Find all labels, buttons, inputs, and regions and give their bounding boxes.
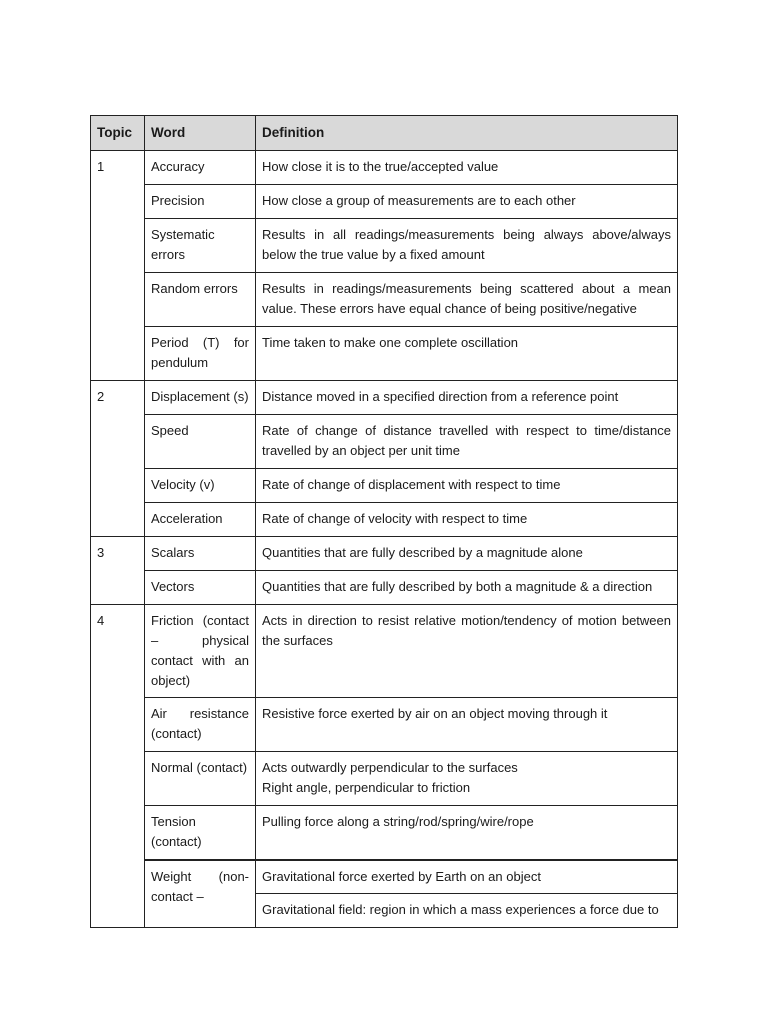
definition-cell: Rate of change of displacement with respect to time <box>256 469 678 503</box>
word-cell: Tension (contact) <box>145 806 256 860</box>
table-row <box>91 698 678 752</box>
definition-cell: Rate of change of velocity with respect to time <box>256 503 678 537</box>
word-cell: Accuracy <box>145 151 256 185</box>
definition-cell: How close it is to the true/accepted value <box>256 151 678 185</box>
topic-cell: 4 <box>91 605 145 928</box>
definition-cell: Resistive force exerted by air on an object moving through it <box>256 698 678 752</box>
topic-cell: 1 <box>91 151 145 381</box>
table-header-row <box>91 116 678 151</box>
definition-cell: Pulling force along a string/rod/spring/wire/rope <box>256 806 678 860</box>
table-row <box>91 806 678 860</box>
word-cell: Displacement (s) <box>145 381 256 415</box>
table-row <box>91 273 678 327</box>
table-row <box>91 151 678 185</box>
table-row <box>91 469 678 503</box>
definition-cell: Acts in direction to resist relative motion/tendency of motion between the surfaces <box>256 605 678 698</box>
definition-line: Acts outwardly perpendicular to the surfaces <box>262 760 518 775</box>
topic-cell: 3 <box>91 537 145 605</box>
word-cell: Precision <box>145 185 256 219</box>
word-cell: Air resistance (contact) <box>145 698 256 752</box>
definition-cell: How close a group of measurements are to each other <box>256 185 678 219</box>
word-cell: Speed <box>145 415 256 469</box>
definition-cell: Time taken to make one complete oscillation <box>256 327 678 381</box>
table-row <box>91 752 678 806</box>
definition-line: Right angle, perpendicular to friction <box>262 780 471 795</box>
definition-cell: Distance moved in a specified direction from a reference point <box>256 381 678 415</box>
word-cell: Friction (contact – physical contact with an object) <box>145 605 256 698</box>
definition-cell: Rate of change of distance travelled with respect to time/distance travelled by an object per unit time <box>256 415 678 469</box>
word-cell: Velocity (v) <box>145 469 256 503</box>
word-cell: Systematic errors <box>145 219 256 273</box>
header-definition: Definition <box>256 116 678 151</box>
glossary-table <box>90 115 678 928</box>
table-row <box>91 503 678 537</box>
definition-cell: Results in readings/measurements being scattered about a mean value. These errors have equal chance of being positive/negative <box>256 273 678 327</box>
table-row <box>91 860 678 894</box>
table-row <box>91 219 678 273</box>
header-topic: Topic <box>91 116 145 151</box>
word-cell: Period (T) for pendulum <box>145 327 256 381</box>
word-cell: Acceleration <box>145 503 256 537</box>
definition-cell: Gravitational field: region in which a mass experiences a force due to <box>256 894 678 928</box>
definition-cell: Quantities that are fully described by a magnitude alone <box>256 537 678 571</box>
table-row <box>91 537 678 571</box>
definition-cell: Quantities that are fully described by both a magnitude & a direction <box>256 571 678 605</box>
table-row <box>91 327 678 381</box>
word-cell: Scalars <box>145 537 256 571</box>
topic-cell: 2 <box>91 381 145 537</box>
table-row <box>91 185 678 219</box>
table-row <box>91 605 678 698</box>
header-word: Word <box>145 116 256 151</box>
definition-cell <box>256 752 678 806</box>
word-cell: Vectors <box>145 571 256 605</box>
table-row <box>91 415 678 469</box>
word-cell: Random errors <box>145 273 256 327</box>
definition-cell: Results in all readings/measurements being always above/always below the true value by a fixed amount <box>256 219 678 273</box>
word-cell: Normal (contact) <box>145 752 256 806</box>
definition-cell: Gravitational force exerted by Earth on an object <box>256 860 678 894</box>
table-row <box>91 571 678 605</box>
table-row <box>91 381 678 415</box>
word-cell: Weight (non-contact – <box>145 860 256 928</box>
